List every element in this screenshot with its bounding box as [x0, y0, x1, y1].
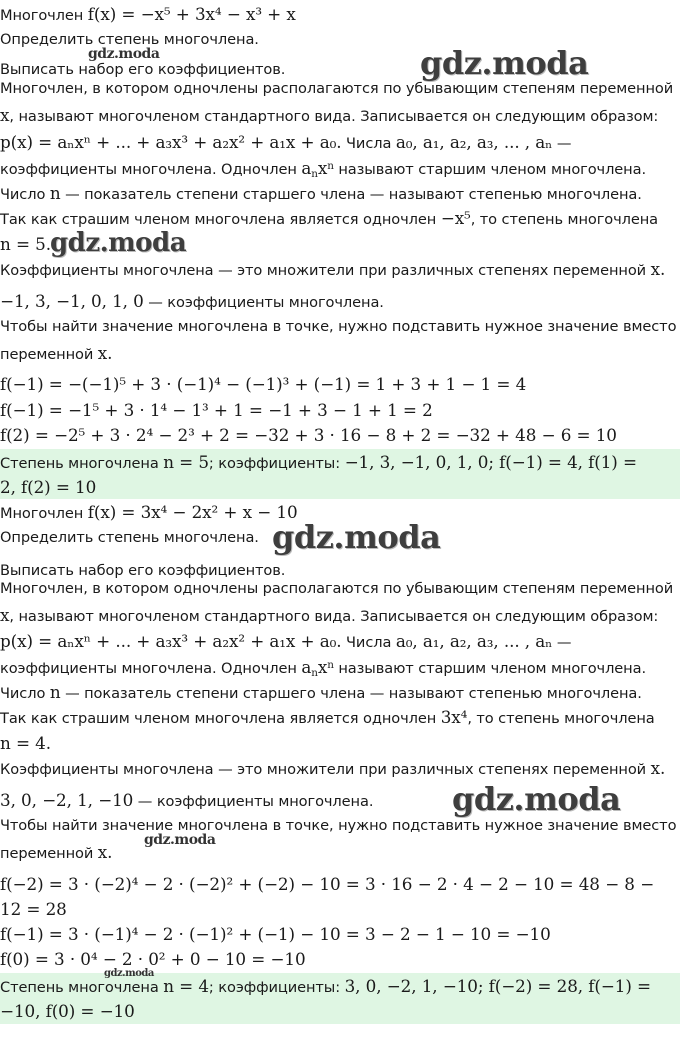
calculation-1-1: f(−1) = −(−1)⁵ + 3 · (−1)⁴ − (−1)³ + (−1) = 1 + 3 + 1 − 1 = 4 [0, 374, 527, 394]
watermark: gdz.moda [104, 968, 154, 979]
answer-2-line-2: −10, f(0) = −10 [0, 1001, 135, 1021]
question-coefficients-2: Выписать набор его коэффициентов. [0, 562, 286, 578]
watermark: gdz.moda [452, 780, 621, 818]
value-rule-2-line-1: Чтобы найти значение многочлена в точке, нужно подставить нужное значение вместо [0, 817, 677, 834]
answer-1-line-1: Степень многочлена n = 5; коэффициенты: −1, 3, −1, 0, 1, 0; f(−1) = 4, f(1) = [0, 452, 637, 472]
question-degree-1: Определить степень многочлена. [0, 31, 259, 48]
task-title-1: Многочлен f(x) = −x⁵ + 3x⁴ − x³ + x [0, 4, 296, 24]
definition-2-line-1: Многочлен, в котором одночлены располагаются по убывающим степеням переменной [0, 580, 674, 597]
definition-1-line-2: x, называют многочленом стандартного вида. Записывается он следующим образом: [0, 105, 659, 125]
definition-2-line-2: x, называют многочленом стандартного вида. Записывается он следующим образом: [0, 605, 659, 625]
calculation-2-2: f(−1) = 3 · (−1)⁴ − 2 · (−1)² + (−1) − 10 = 3 − 2 − 1 − 10 = −10 [0, 924, 551, 944]
task-formula-1: f(x) = −x⁵ + 3x⁴ − x³ + x [87, 4, 296, 24]
calculation-1-3: f(2) = −2⁵ + 3 · 2⁴ − 2³ + 2 = −32 + 3 · 16 − 8 + 2 = −32 + 48 − 6 = 10 [0, 425, 617, 445]
answer-2-line-1: Степень многочлена n = 4; коэффициенты: 3, 0, −2, 1, −10; f(−2) = 28, f(−1) = [0, 976, 651, 996]
value-rule-1-line-1: Чтобы найти значение многочлена в точке, нужно подставить нужное значение вместо [0, 318, 677, 335]
question-degree-2: Определить степень многочлена. [0, 529, 259, 546]
calculation-2-3: f(0) = 3 · 0⁴ − 2 · 0² + 0 − 10 = −10 [0, 949, 306, 969]
watermark: gdz.moda [144, 832, 216, 848]
calculation-2-1a: f(−2) = 3 · (−2)⁴ − 2 · (−2)² + (−2) − 10 = 3 · 16 − 2 · 4 − 2 − 10 = 48 − 8 − [0, 874, 655, 894]
leading-term-line-1: Так как страшим членом многочлена является одночлен −x⁵, то степень многочлена [0, 208, 659, 228]
definition-1-line-1: Многочлен, в котором одночлены располагаются по убывающим степеням переменной [0, 80, 674, 97]
calculation-2-1b: 12 = 28 [0, 899, 67, 919]
definition-2-line-3: p(x) = aₙxⁿ + ... + a₃x³ + a₂x² + a₁x + a₀. Числа a₀, a₁, a₂, a₃, ... , aₙ — [0, 631, 572, 651]
degree-result-2: n = 4. [0, 733, 51, 753]
task-title-2: Многочлен f(x) = 3x⁴ − 2x² + x − 10 [0, 502, 298, 522]
answer-1-line-2: 2, f(2) = 10 [0, 477, 97, 497]
watermark: gdz.moda [50, 228, 187, 258]
question-coefficients-1: Выписать набор его коэффициентов. [0, 61, 286, 77]
leading-term-line-2: Так как страшим членом многочлена является одночлен 3x⁴, то степень многочлена [0, 707, 655, 727]
calculation-1-2: f(−1) = −1⁵ + 3 · 1⁴ − 1³ + 1 = −1 + 3 − 1 + 1 = 2 [0, 400, 433, 420]
coef-definition-2: Коэффициенты многочлена — это множители при различных степенях переменной x. [0, 758, 666, 778]
watermark: gdz.moda [88, 46, 160, 62]
definition-1-line-5: Число n — показатель степени старшего члена — называют степенью многочлена. [0, 183, 642, 203]
coefficients-list-1: −1, 3, −1, 0, 1, 0 — коэффициенты многочлена. [0, 291, 384, 311]
value-rule-1-line-2: переменной x. [0, 343, 113, 363]
degree-result-1: n = 5. [0, 234, 51, 254]
value-rule-2-line-2: переменной x. [0, 842, 113, 862]
task-formula-2: f(x) = 3x⁴ − 2x² + x − 10 [87, 502, 298, 522]
definition-2-line-5: Число n — показатель степени старшего члена — называют степенью многочлена. [0, 682, 642, 702]
definition-1-line-4: коэффициенты многочлена. Одночлен $a_nx^n$ называют старшим членом многочлена. [0, 158, 646, 181]
watermark: gdz.moda [272, 518, 441, 556]
definition-1-line-3: p(x) = aₙxⁿ + ... + a₃x³ + a₂x² + a₁x + a₀. Числа a₀, a₁, a₂, a₃, ... , aₙ — [0, 132, 572, 152]
watermark: gdz.moda [420, 44, 589, 82]
coefficients-list-2: 3, 0, −2, 1, −10 — коэффициенты многочлена. [0, 790, 374, 810]
definition-2-line-4: коэффициенты многочлена. Одночлен $a_nx^n$ называют старшим членом многочлена. [0, 657, 646, 680]
coef-definition-1: Коэффициенты многочлена — это множители при различных степенях переменной x. [0, 259, 666, 279]
